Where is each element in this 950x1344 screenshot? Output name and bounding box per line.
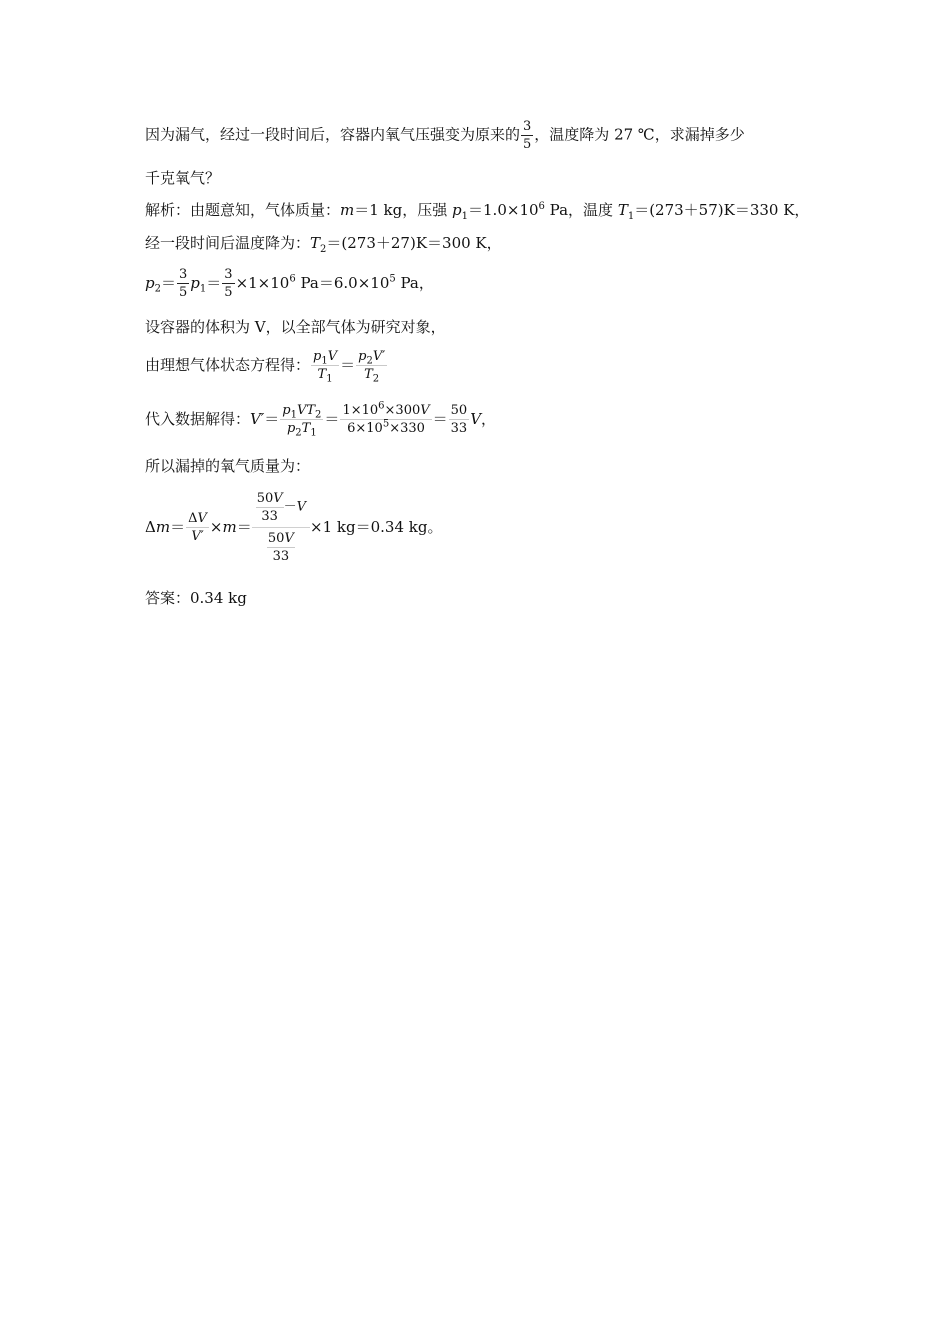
text: ×1 kg＝0.34 kg。 xyxy=(310,518,443,536)
compound-numerator: $\frac{50V}{33}$ －V xyxy=(252,490,310,528)
var-T: T xyxy=(617,201,628,219)
analysis-line-7 xyxy=(145,459,310,474)
text: Pa＝6.0×10 xyxy=(295,274,390,292)
text: 代入数据解得： xyxy=(145,410,251,428)
subscript: 1 xyxy=(627,211,635,222)
compound-fraction xyxy=(252,490,310,565)
fraction-50V-33: $\frac{50V}{33}$ xyxy=(256,491,283,524)
fraction-dV-Vprime: $\frac{\Delta V}{V'}$ xyxy=(188,511,207,544)
var-m: m xyxy=(340,201,355,219)
problem-text-a: 因为漏气，经过一段时间后，容器内氧气压强变为原来的 xyxy=(145,125,521,144)
text: ＝ xyxy=(236,518,252,536)
var-p: p xyxy=(452,201,462,219)
problem-line-2 xyxy=(145,171,220,186)
compound-denominator xyxy=(252,528,310,565)
text: ＝ xyxy=(170,518,186,536)
superscript: 5 xyxy=(389,273,396,285)
analysis-line-5 xyxy=(145,348,388,383)
fraction-numeric: $\frac{1\times 10^6\times 300V}{6\times 10^5\times 330}$ xyxy=(342,400,430,436)
analysis-line-4 xyxy=(145,320,446,335)
text: ＝1.0×10 xyxy=(468,201,539,219)
fraction-p1VT2-p2T1: $\frac{p_1VT_2}{p_2T_1}$ xyxy=(282,403,322,439)
text: 由理想气体状态方程得： xyxy=(145,356,311,374)
text: ＝ xyxy=(324,410,340,428)
text: 设容器的体积为 V，以全部气体为研究对象， xyxy=(145,318,446,336)
fraction-p2V-T2: $\frac{p_2V'}{T_2}$ xyxy=(358,349,386,385)
fraction-50V-33: $\frac{50V}{33}$ xyxy=(267,531,294,564)
var-m: m xyxy=(155,518,171,536)
var-p: p xyxy=(190,274,200,292)
text: 经一段时间后温度降为： xyxy=(145,234,311,252)
problem-question: 千克氧气？ xyxy=(145,169,221,187)
text: ＝1 kg，压强 xyxy=(354,201,453,219)
text: ＝ xyxy=(432,410,448,428)
var-V: V xyxy=(470,410,482,428)
text: Pa， xyxy=(395,274,434,292)
text: ＝(273＋27)K＝300 K， xyxy=(326,234,502,252)
analysis-line-3 xyxy=(145,266,434,301)
superscript: 6 xyxy=(538,201,545,212)
answer-text: 答案：0.34 kg xyxy=(145,589,247,607)
text: ， xyxy=(481,410,497,428)
text: ＝ xyxy=(206,274,222,292)
text: ＝ xyxy=(264,410,280,428)
analysis-line-2 xyxy=(145,234,502,255)
analysis-label: 解析：由题意知，气体质量： xyxy=(145,201,341,219)
fraction-50-33: $\frac{50}{33}$ xyxy=(450,403,468,436)
var-p: p xyxy=(145,274,155,292)
superscript: 6 xyxy=(289,273,296,285)
subscript: 1 xyxy=(199,283,207,295)
text: × xyxy=(209,518,223,536)
text: ＝ xyxy=(340,356,356,374)
text: ×1×10 xyxy=(235,274,290,292)
fraction-three-fifths: $\frac{3}{5}$ xyxy=(523,119,532,152)
text: Pa，温度 xyxy=(544,201,618,219)
text: 所以漏掉的氧气质量为： xyxy=(145,457,311,475)
var-m: m xyxy=(222,518,237,536)
text: ＝ xyxy=(160,274,176,292)
subscript: 2 xyxy=(154,283,161,295)
delta-symbol: Δ xyxy=(145,518,156,536)
problem-line-1 xyxy=(145,118,745,153)
problem-text-b: ，温度降为 27 ℃，求漏掉多少 xyxy=(534,125,745,144)
text: ＝(273＋57)K＝330 K， xyxy=(634,201,810,219)
var-V-prime: V′ xyxy=(250,410,265,428)
answer-line xyxy=(145,591,247,606)
analysis-line-6 xyxy=(145,402,496,437)
subscript: 2 xyxy=(320,244,327,255)
fraction-p1V-T1: $\frac{p_1V}{T_1}$ xyxy=(313,349,338,385)
fraction-three-fifths: $\frac{3}{5}$ xyxy=(179,267,188,300)
analysis-line-1 xyxy=(145,201,810,222)
subscript: 1 xyxy=(461,211,469,222)
var-T: T xyxy=(310,234,321,252)
fraction-three-fifths: $\frac{3}{5}$ xyxy=(224,267,233,300)
analysis-line-8 xyxy=(145,490,442,565)
